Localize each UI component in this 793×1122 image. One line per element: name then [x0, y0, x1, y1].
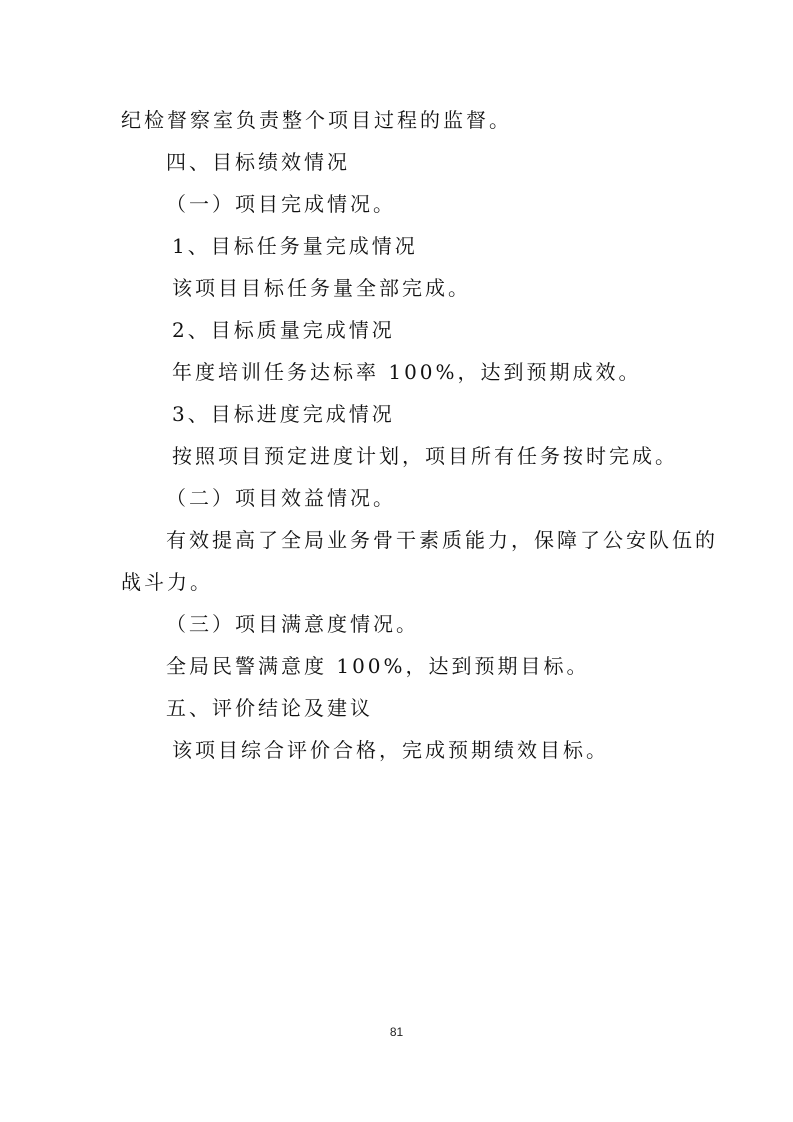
subheading-project-benefits: （二）项目效益情况。 — [166, 486, 396, 510]
paragraph-line-supervision: 纪检督察室负责整个项目过程的监督。 — [121, 108, 512, 132]
paragraph-conclusion: 该项目综合评价合格，完成预期绩效目标。 — [172, 738, 609, 762]
item-heading-progress: 3、目标进度完成情况 — [172, 402, 395, 426]
subheading-project-completion: （一）项目完成情况。 — [166, 192, 396, 216]
paragraph-quality: 年度培训任务达标率 100%，达到预期成效。 — [172, 360, 642, 384]
subheading-satisfaction: （三）项目满意度情况。 — [166, 612, 419, 636]
page-number: 81 — [389, 1025, 404, 1039]
section-heading-performance: 四、目标绩效情况 — [166, 150, 350, 174]
item-heading-quality: 2、目标质量完成情况 — [172, 318, 395, 342]
section-heading-conclusion: 五、评价结论及建议 — [166, 696, 373, 720]
item-heading-task-volume: 1、目标任务量完成情况 — [172, 234, 418, 258]
paragraph-task-volume: 该项目目标任务量全部完成。 — [172, 276, 471, 300]
paragraph-satisfaction: 全局民警满意度 100%，达到预期目标。 — [166, 654, 590, 678]
paragraph-progress: 按照项目预定进度计划，项目所有任务按时完成。 — [172, 444, 678, 468]
paragraph-benefits-line-1: 有效提高了全局业务骨干素质能力，保障了公安队伍的 — [166, 528, 718, 552]
paragraph-benefits-line-2: 战斗力。 — [121, 570, 213, 594]
